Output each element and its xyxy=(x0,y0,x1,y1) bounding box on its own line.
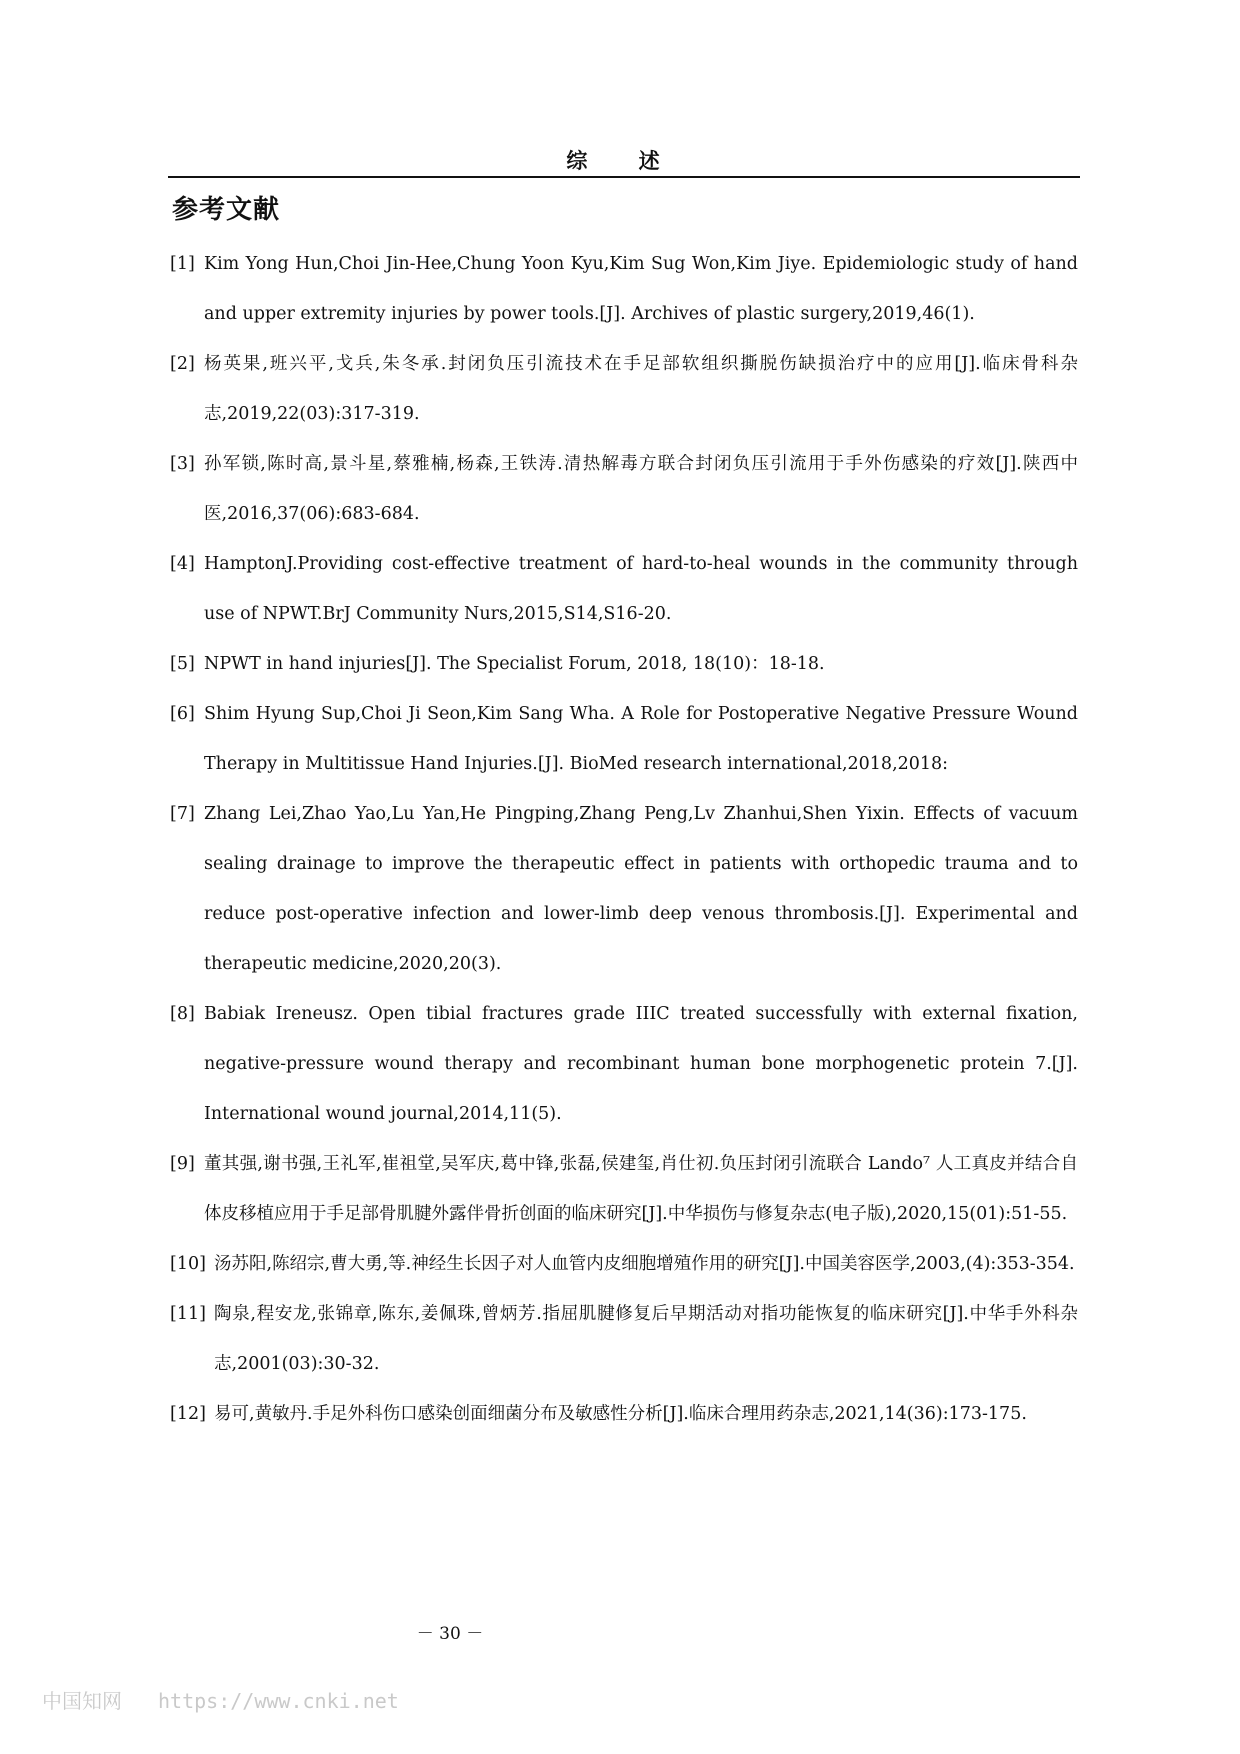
reference-text: 汤苏阳,陈绍宗,曹大勇,等.神经生长因子对人血管内皮细胞增殖作用的研究[J].中国美容医学,2003,(4):353-354. xyxy=(214,1254,1075,1274)
reference-number: [12] xyxy=(170,1404,206,1424)
reference-number: [11] xyxy=(170,1304,206,1324)
reference-item xyxy=(170,239,1078,339)
reference-item xyxy=(170,639,1078,689)
page-number: － 30 － xyxy=(416,1624,484,1644)
reference-item xyxy=(170,1289,1078,1389)
reference-number: [2] xyxy=(170,354,195,374)
reference-item xyxy=(170,1389,1078,1439)
reference-list xyxy=(170,239,1078,1439)
watermark xyxy=(42,1686,399,1716)
reference-text: Shim Hyung Sup,Choi Ji Seon,Kim Sang Wha. A Role for Postoperative Negative Pressure Wound Therapy in Multitissue Hand Injuries.[J]. BioMed research international,2018,2018: xyxy=(204,704,1078,774)
reference-item xyxy=(170,689,1078,789)
reference-text: 孙军锁,陈时高,景斗星,蔡雅楠,杨森,王铁涛.清热解毒方联合封闭负压引流用于手外伤感染的疗效[J].陕西中医,2016,37(06):683-684. xyxy=(204,454,1078,524)
reference-text: Babiak Ireneusz. Open tibial fractures grade IIIC treated successfully with external fixation, negative-pressure wound therapy and recombinant human bone morphogenetic protein 7.[J]. International wound journal,2014,11(5). xyxy=(204,1004,1078,1124)
reference-text: Kim Yong Hun,Choi Jin-Hee,Chung Yoon Kyu,Kim Sug Won,Kim Jiye. Epidemiologic study of hand and upper extremity injuries by power tools.[J]. Archives of plastic surgery,2019,46(1). xyxy=(204,254,1078,324)
reference-item xyxy=(170,339,1078,439)
reference-item xyxy=(170,439,1078,539)
reference-text: HamptonJ.Providing cost-effective treatment of hard-to-heal wounds in the community through use of NPWT.BrJ Community Nurs,2015,S14,S16-20. xyxy=(204,554,1078,624)
reference-item xyxy=(170,989,1078,1139)
reference-text: 董其强,谢书强,王礼军,崔祖堂,吴军庆,葛中锋,张磊,侯建玺,肖仕初.负压封闭引流联合 Lando⁷ 人工真皮并结合自体皮移植应用于手足部骨肌腱外露伴骨折创面的临床研究[J].中华损伤与修复杂志(电子版),2020,15(01):51-55. xyxy=(204,1154,1078,1224)
reference-item xyxy=(170,1139,1078,1239)
reference-text: 陶泉,程安龙,张锦章,陈东,姜佩珠,曾炳芳.指屈肌腱修复后早期活动对指功能恢复的临床研究[J].中华手外科杂志,2001(03):30-32. xyxy=(214,1304,1078,1374)
reference-text: 杨英果,班兴平,戈兵,朱冬承.封闭负压引流技术在手足部软组织撕脱伤缺损治疗中的应用[J].临床骨科杂志,2019,22(03):317-319. xyxy=(204,354,1078,424)
reference-item xyxy=(170,1239,1078,1289)
reference-number: [9] xyxy=(170,1154,195,1174)
reference-number: [8] xyxy=(170,1004,195,1024)
reference-text: 易可,黄敏丹.手足外科伤口感染创面细菌分布及敏感性分析[J].临床合理用药杂志,2021,14(36):173-175. xyxy=(214,1404,1027,1424)
running-header: 综 述 xyxy=(566,149,682,173)
reference-number: [5] xyxy=(170,654,195,674)
reference-item xyxy=(170,789,1078,989)
reference-number: [10] xyxy=(170,1254,206,1274)
reference-number: [7] xyxy=(170,804,195,824)
reference-number: [1] xyxy=(170,254,195,274)
watermark-name: 中国知网 xyxy=(42,1689,122,1713)
reference-text: Zhang Lei,Zhao Yao,Lu Yan,He Pingping,Zhang Peng,Lv Zhanhui,Shen Yixin. Effects of vacuum sealing drainage to improve the therapeutic effect in patients with orthopedic trauma and to reduce post-operative infection and lower-limb deep venous thrombosis.[J]. Experimental and therapeutic medicine,2020,20(3). xyxy=(204,804,1078,974)
reference-number: [4] xyxy=(170,554,195,574)
reference-number: [3] xyxy=(170,454,195,474)
reference-text: NPWT in hand injuries[J]. The Specialist Forum, 2018, 18(10)：18-18. xyxy=(204,654,825,674)
section-title: 参考文献 xyxy=(172,195,281,225)
reference-number: [6] xyxy=(170,704,195,724)
watermark-url: https://www.cnki.net xyxy=(158,1689,399,1713)
header-rule xyxy=(168,176,1080,178)
reference-item xyxy=(170,539,1078,639)
